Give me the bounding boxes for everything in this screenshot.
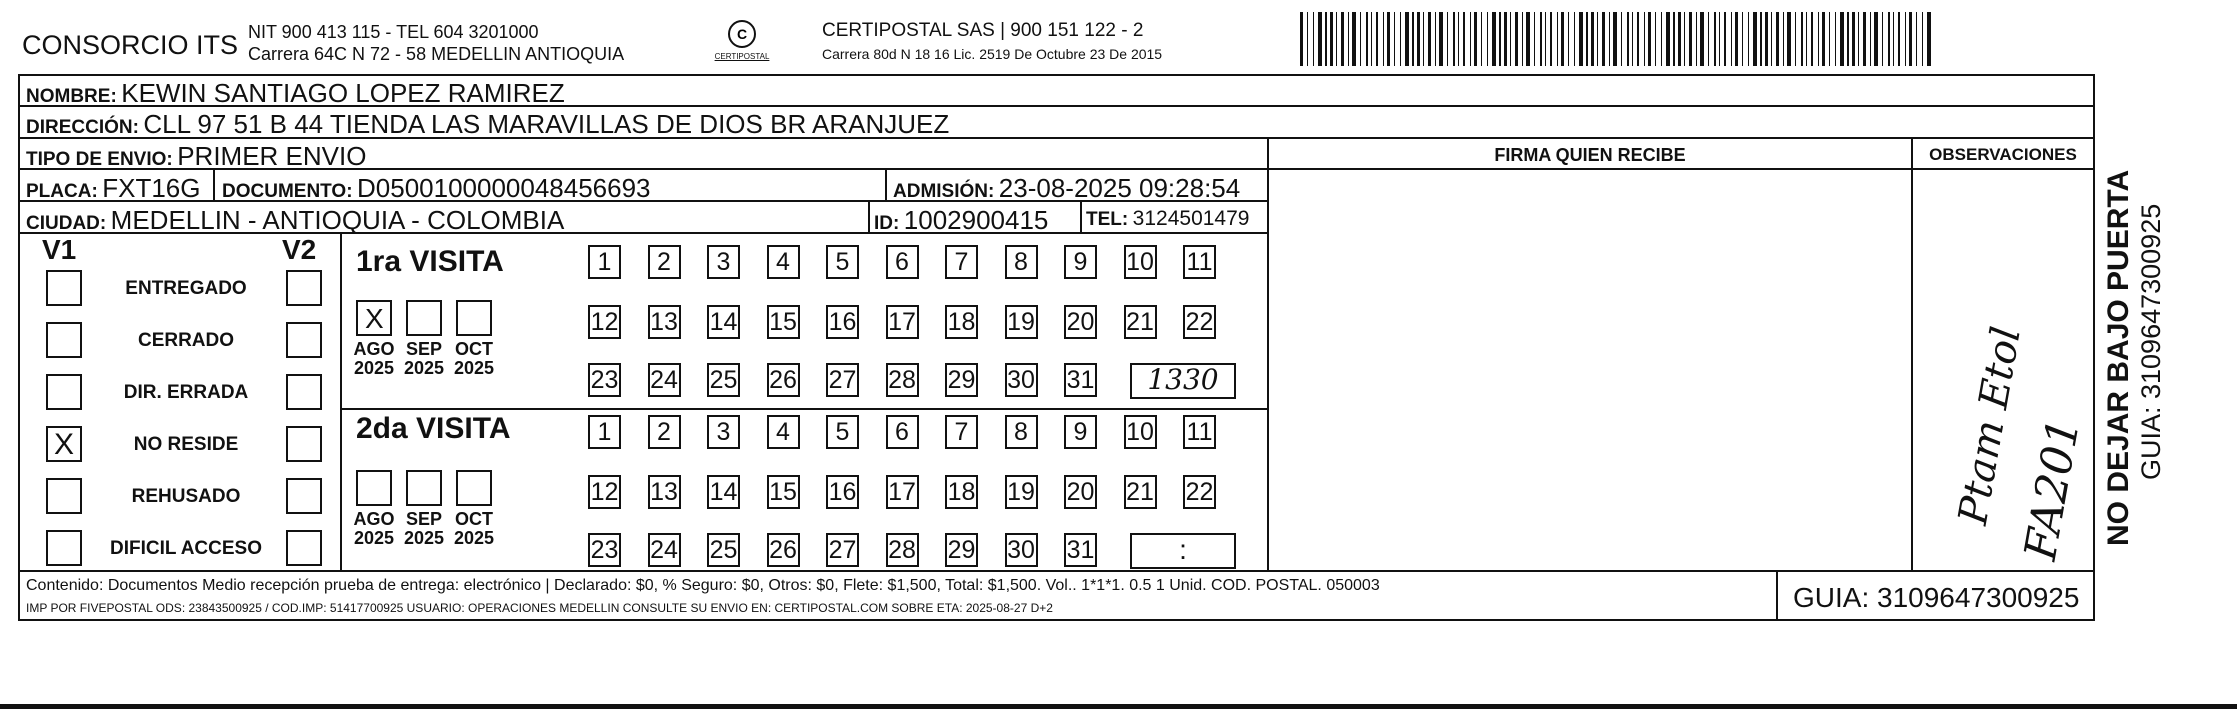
day-box[interactable]: 23 <box>588 533 621 567</box>
barcode-bar <box>1417 12 1420 66</box>
barcode-bar <box>1822 12 1825 66</box>
barcode-bar <box>1504 12 1507 66</box>
barcode-bar <box>1795 12 1796 66</box>
day-box[interactable]: 21 <box>1124 305 1157 339</box>
day-box[interactable]: 2 <box>648 245 681 279</box>
barcode-bar <box>1863 12 1866 66</box>
day-box[interactable]: 24 <box>648 533 681 567</box>
day-box[interactable]: 17 <box>886 305 919 339</box>
day-box[interactable]: 16 <box>826 475 859 509</box>
barcode-bar <box>1700 12 1704 66</box>
barcode-bar <box>1300 12 1303 66</box>
month-label <box>452 510 496 548</box>
day-box[interactable]: 22 <box>1183 305 1216 339</box>
v2-checkbox[interactable] <box>286 270 322 306</box>
day-box[interactable]: 14 <box>707 305 740 339</box>
barcode-bar <box>1453 12 1455 66</box>
barcode-bar <box>1708 12 1709 66</box>
barcode-bar <box>1348 12 1349 66</box>
day-box[interactable]: 6 <box>886 415 919 449</box>
v1-checkbox[interactable] <box>46 426 82 462</box>
day-box[interactable]: 31 <box>1064 533 1097 567</box>
day-box[interactable]: 29 <box>945 533 978 567</box>
barcode-bar <box>1540 12 1542 66</box>
month-name: AGO <box>353 509 395 529</box>
observaciones-header: OBSERVACIONES <box>1929 145 2077 164</box>
barcode-bar <box>1898 12 1900 66</box>
barcode-bar <box>1922 12 1923 66</box>
barcode-bar <box>1888 12 1890 66</box>
day-box[interactable]: 21 <box>1124 475 1157 509</box>
day-box[interactable]: 15 <box>767 475 800 509</box>
direccion-value: CLL 97 51 B 44 TIENDA LAS MARAVILLAS DE DIOS BR ARANJUEZ <box>143 109 950 139</box>
barcode-bar <box>1783 12 1784 66</box>
second-visit-title: 2da VISITA <box>356 412 511 445</box>
barcode-bar <box>1550 12 1552 66</box>
barcode-bar <box>1787 12 1791 66</box>
barcode-bar <box>1714 12 1716 66</box>
barcode-bar <box>1678 12 1681 66</box>
barcode-bar <box>1905 12 1906 66</box>
barcode-bar <box>1341 12 1344 66</box>
barcode-bar <box>1412 12 1414 66</box>
day-box[interactable]: 27 <box>826 533 859 567</box>
certipostal-logo <box>702 18 782 64</box>
footer-contenido: Contenido: Documentos Medio recepción prueba de entrega: electrónico | Declarado: $0, % Seguro: $0, Otros: $0, Flete: $1,500, Total: $1,500. Vol.. 1*1*1. 0.5 1 Unid. COD. POSTAL. 050003 <box>26 577 1380 594</box>
barcode-bar <box>1557 12 1558 66</box>
day-box[interactable]: 18 <box>945 305 978 339</box>
barcode-bar <box>1811 12 1813 66</box>
bottom-rule <box>0 704 2237 709</box>
ciudad-value: MEDELLIN - ANTIOQUIA - COLOMBIA <box>110 205 565 235</box>
status-label: DIR. ERRADA <box>123 382 249 403</box>
barcode-bar <box>1684 12 1685 66</box>
placa-value: FXT16G <box>102 173 201 203</box>
month-year: 2025 <box>353 358 395 378</box>
barcode-bar <box>1383 12 1384 66</box>
barcode-bar <box>1771 12 1772 66</box>
barcode-bar <box>1376 12 1378 66</box>
id-label: ID: <box>874 213 900 234</box>
company-name: CONSORCIO ITS <box>22 30 239 60</box>
barcode-bar <box>1515 12 1518 66</box>
barcode-bar <box>1435 12 1436 66</box>
barcode-bar <box>1522 12 1523 66</box>
v2-checkbox[interactable] <box>286 374 322 410</box>
day-box[interactable]: 9 <box>1064 245 1097 279</box>
day-box[interactable]: 16 <box>826 305 859 339</box>
month-year: 2025 <box>403 528 445 548</box>
barcode-bar <box>1394 12 1395 66</box>
barcode-bar <box>1318 12 1322 66</box>
day-box[interactable]: 11 <box>1183 415 1216 449</box>
barcode-bar <box>1405 12 1409 66</box>
barcode-bar <box>1909 12 1912 66</box>
day-box[interactable]: 5 <box>826 415 859 449</box>
barcode-bar <box>1858 12 1859 66</box>
barcode-bar <box>1852 12 1855 66</box>
status-label: ENTREGADO <box>125 278 247 299</box>
month-checkbox[interactable] <box>456 300 492 336</box>
direccion-label: DIRECCIÓN: <box>26 117 139 138</box>
barcode-bar <box>1423 12 1424 66</box>
tipo-label: TIPO DE ENVIO: <box>26 149 173 170</box>
barcode-bar <box>1487 12 1488 66</box>
day-box[interactable]: 30 <box>1005 533 1038 567</box>
barcode-bar <box>1753 12 1757 66</box>
month-label <box>452 340 496 378</box>
nombre-value: KEWIN SANTIAGO LOPEZ RAMIREZ <box>121 78 565 108</box>
check-mark: X <box>54 428 75 461</box>
observaciones-handwriting-1: Ptam Etol <box>1950 323 2030 528</box>
barcode-bar <box>1840 12 1844 66</box>
barcode-bar <box>1731 12 1732 66</box>
barcode-bar <box>1568 12 1569 66</box>
barcode-bar <box>1360 12 1361 66</box>
v1-checkbox[interactable] <box>46 270 82 306</box>
barcode-bar <box>1870 12 1871 66</box>
barcode-bar <box>1818 12 1819 66</box>
svg-text:C: C <box>736 26 748 42</box>
barcode-bar <box>1492 12 1496 66</box>
month-label <box>402 340 446 378</box>
day-box[interactable]: 25 <box>707 363 740 397</box>
barcode-bar <box>1545 12 1546 66</box>
admision-cell <box>893 173 1240 204</box>
placa-cell <box>26 173 200 204</box>
barcode-bar <box>1591 12 1594 66</box>
barcode-bar <box>1666 12 1670 66</box>
admision-label: ADMISIÓN: <box>893 181 995 202</box>
barcode-bar <box>1458 12 1459 66</box>
v2-checkbox[interactable] <box>286 530 322 566</box>
barcode-bar <box>1874 12 1878 66</box>
admision-value: 23-08-2025 09:28:54 <box>998 173 1241 203</box>
ciudad-cell <box>26 205 564 236</box>
day-box[interactable]: 20 <box>1064 305 1097 339</box>
day-box[interactable]: 30 <box>1005 363 1038 397</box>
time-box[interactable]: 1330 <box>1130 363 1236 399</box>
barcode-bar <box>1439 12 1443 66</box>
barcode-bar <box>1366 12 1368 66</box>
tel-value: 3124501479 <box>1132 207 1250 230</box>
footer-guia: GUIA: 3109647300925 <box>1793 582 2080 613</box>
day-box[interactable]: 12 <box>588 305 621 339</box>
barcode-bar <box>1673 12 1675 66</box>
day-box[interactable]: 1 <box>588 245 621 279</box>
placa-label: PLACA: <box>26 181 98 202</box>
tel-cell <box>1086 207 1249 231</box>
tipo-row <box>26 141 366 172</box>
day-box[interactable]: 4 <box>767 245 800 279</box>
day-box[interactable]: 3 <box>707 245 740 279</box>
barcode-bar <box>1719 12 1720 66</box>
day-box[interactable]: 19 <box>1005 475 1038 509</box>
day-box[interactable]: 1 <box>588 415 621 449</box>
v2-header: V2 <box>282 234 317 265</box>
tipo-value: PRIMER ENVIO <box>177 141 367 171</box>
day-box[interactable]: 27 <box>826 363 859 397</box>
day-box[interactable]: 28 <box>886 533 919 567</box>
barcode-bar <box>1806 12 1807 66</box>
observaciones-handwriting-2: FA201 <box>2015 414 2090 564</box>
barcode-bar <box>1470 12 1471 66</box>
barcode-bar <box>1463 12 1465 66</box>
day-box[interactable]: 29 <box>945 363 978 397</box>
month-year: 2025 <box>453 358 495 378</box>
day-box[interactable]: 9 <box>1064 415 1097 449</box>
month-year: 2025 <box>453 528 495 548</box>
logo-text: CERTIPOSTAL <box>714 52 770 61</box>
barcode-bar <box>1916 12 1917 66</box>
day-box[interactable]: 26 <box>767 533 800 567</box>
day-box[interactable]: 7 <box>945 415 978 449</box>
day-box[interactable]: 24 <box>648 363 681 397</box>
barcode-bar <box>1724 12 1726 66</box>
barcode-bar <box>1655 12 1656 66</box>
time-box[interactable]: : <box>1130 533 1236 569</box>
barcode-bar <box>1387 12 1390 66</box>
month-year: 2025 <box>403 358 445 378</box>
day-box[interactable]: 23 <box>588 363 621 397</box>
status-label: NO RESIDE <box>133 434 239 455</box>
day-box[interactable]: 6 <box>886 245 919 279</box>
day-box[interactable]: 11 <box>1183 245 1216 279</box>
v1-checkbox[interactable] <box>46 478 82 514</box>
documento-value: D0500100000048456693 <box>357 173 651 203</box>
barcode-bar <box>1742 12 1743 66</box>
month-checkbox[interactable] <box>356 470 392 506</box>
barcode-bar <box>1510 12 1511 66</box>
barcode-bar <box>1579 12 1583 66</box>
barcode-bar <box>1613 12 1617 66</box>
barcode-bar <box>1481 12 1482 66</box>
certipostal-line2: Carrera 80d N 18 16 Lic. 2519 De Octubre 23 De 2015 <box>822 46 1163 62</box>
barcode-bar <box>1400 12 1401 66</box>
barcode-bar <box>1474 12 1477 66</box>
barcode-bar <box>1627 12 1629 66</box>
barcode-bar <box>1307 12 1308 66</box>
day-box[interactable]: 22 <box>1183 475 1216 509</box>
barcode-bar <box>1748 12 1749 66</box>
barcode-bar <box>1927 12 1931 66</box>
barcode-bar <box>1534 12 1535 66</box>
company-address: Carrera 64C N 72 - 58 MEDELLIN ANTIOQUIA <box>248 44 625 64</box>
barcode-bar <box>1760 12 1762 66</box>
month-mark: X <box>365 303 384 334</box>
barcode-bar <box>1621 12 1622 66</box>
barcode-bar <box>1597 12 1598 66</box>
barcode-bar <box>1661 12 1662 66</box>
nombre-row <box>26 78 565 109</box>
barcode-bar <box>1526 12 1530 66</box>
day-box[interactable]: 8 <box>1005 245 1038 279</box>
day-box[interactable]: 13 <box>648 475 681 509</box>
status-label: REHUSADO <box>131 486 241 507</box>
barcode-bar <box>1776 12 1779 66</box>
footer-imp: IMP POR FIVEPOSTAL ODS: 23843500925 / COD.IMP: 51417700925 USUARIO: OPERACIONES MEDELLIN CONSULTE SU ENVIO EN: CERTIPOSTAL.COM SOBRE ETA: 2025-08-27 D+2 <box>26 601 1053 615</box>
month-label <box>352 340 396 378</box>
barcode <box>1300 12 1932 66</box>
certipostal-line1: CERTIPOSTAL SAS | 900 151 122 - 2 <box>822 20 1144 41</box>
barcode-bar <box>1632 12 1633 66</box>
barcode-bar <box>1882 12 1883 66</box>
barcode-bar <box>1644 12 1645 66</box>
barcode-bar <box>1696 12 1697 66</box>
day-box[interactable]: 7 <box>945 245 978 279</box>
day-box[interactable]: 26 <box>767 363 800 397</box>
month-year: 2025 <box>353 528 395 548</box>
nombre-label: NOMBRE: <box>26 86 117 107</box>
barcode-bar <box>1352 12 1356 66</box>
day-box[interactable]: 28 <box>886 363 919 397</box>
month-checkbox[interactable] <box>356 300 392 336</box>
tel-label: TEL: <box>1086 209 1129 230</box>
barcode-bar <box>1325 12 1327 66</box>
month-name: SEP <box>405 509 443 529</box>
day-box[interactable]: 10 <box>1124 245 1157 279</box>
barcode-bar <box>1735 12 1738 66</box>
v1-checkbox[interactable] <box>46 530 82 566</box>
day-box[interactable]: 15 <box>767 305 800 339</box>
day-box[interactable]: 13 <box>648 305 681 339</box>
barcode-bar <box>1609 12 1610 66</box>
month-checkbox[interactable] <box>406 300 442 336</box>
barcode-bar <box>1313 12 1314 66</box>
day-box[interactable]: 25 <box>707 533 740 567</box>
v1-checkbox[interactable] <box>46 374 82 410</box>
day-box[interactable]: 17 <box>886 475 919 509</box>
ciudad-label: CIUDAD: <box>26 213 107 234</box>
barcode-bar <box>1637 12 1639 66</box>
barcode-bar <box>1371 12 1372 66</box>
v1-header: V1 <box>42 234 77 265</box>
barcode-bar <box>1801 12 1803 66</box>
barcode-bar <box>1336 12 1337 66</box>
v2-checkbox[interactable] <box>286 478 322 514</box>
barcode-bar <box>1561 12 1564 66</box>
id-value: 1002900415 <box>903 205 1049 235</box>
barcode-bar <box>1829 12 1830 66</box>
month-label <box>402 510 446 548</box>
side-guia: GUIA: 3109647300925 <box>2136 203 2166 480</box>
month-name: AGO <box>353 339 395 359</box>
barcode-bar <box>1847 12 1849 66</box>
day-box[interactable]: 5 <box>826 245 859 279</box>
barcode-bar <box>1602 12 1605 66</box>
barcode-bar <box>1330 12 1333 66</box>
company-nit: NIT 900 413 115 - TEL 604 3201000 <box>248 22 539 42</box>
side-warning: NO DEJAR BAJO PUERTA <box>2102 169 2135 546</box>
barcode-bar <box>1447 12 1448 66</box>
barcode-bar <box>1893 12 1894 66</box>
v1-checkbox[interactable] <box>46 322 82 358</box>
day-box[interactable]: 20 <box>1064 475 1097 509</box>
month-label <box>352 510 396 548</box>
id-cell <box>874 205 1048 236</box>
day-box[interactable]: 14 <box>707 475 740 509</box>
status-label: DIFICIL ACCESO <box>109 538 262 559</box>
first-visit-title: 1ra VISITA <box>356 245 504 278</box>
barcode-bar <box>1574 12 1575 66</box>
day-box[interactable]: 12 <box>588 475 621 509</box>
day-box[interactable]: 10 <box>1124 415 1157 449</box>
firma-header: FIRMA QUIEN RECIBE <box>1494 145 1686 165</box>
v2-checkbox[interactable] <box>286 322 322 358</box>
documento-cell <box>222 173 651 204</box>
day-box[interactable]: 18 <box>945 475 978 509</box>
barcode-bar <box>1428 12 1431 66</box>
day-box[interactable]: 2 <box>648 415 681 449</box>
month-name: OCT <box>455 509 493 529</box>
barcode-bar <box>1586 12 1588 66</box>
day-box[interactable]: 3 <box>707 415 740 449</box>
day-box[interactable]: 31 <box>1064 363 1097 397</box>
status-label: CERRADO <box>137 330 235 351</box>
day-box[interactable]: 19 <box>1005 305 1038 339</box>
day-box[interactable]: 8 <box>1005 415 1038 449</box>
barcode-bar <box>1835 12 1836 66</box>
month-checkbox[interactable] <box>456 470 492 506</box>
month-name: OCT <box>455 339 493 359</box>
documento-label: DOCUMENTO: <box>222 181 353 202</box>
v2-checkbox[interactable] <box>286 426 322 462</box>
barcode-bar <box>1499 12 1501 66</box>
month-name: SEP <box>405 339 443 359</box>
month-checkbox[interactable] <box>406 470 442 506</box>
barcode-bar <box>1765 12 1768 66</box>
barcode-bar <box>1648 12 1651 66</box>
barcode-bar <box>1689 12 1692 66</box>
day-box[interactable]: 4 <box>767 415 800 449</box>
direccion-row <box>26 109 949 140</box>
